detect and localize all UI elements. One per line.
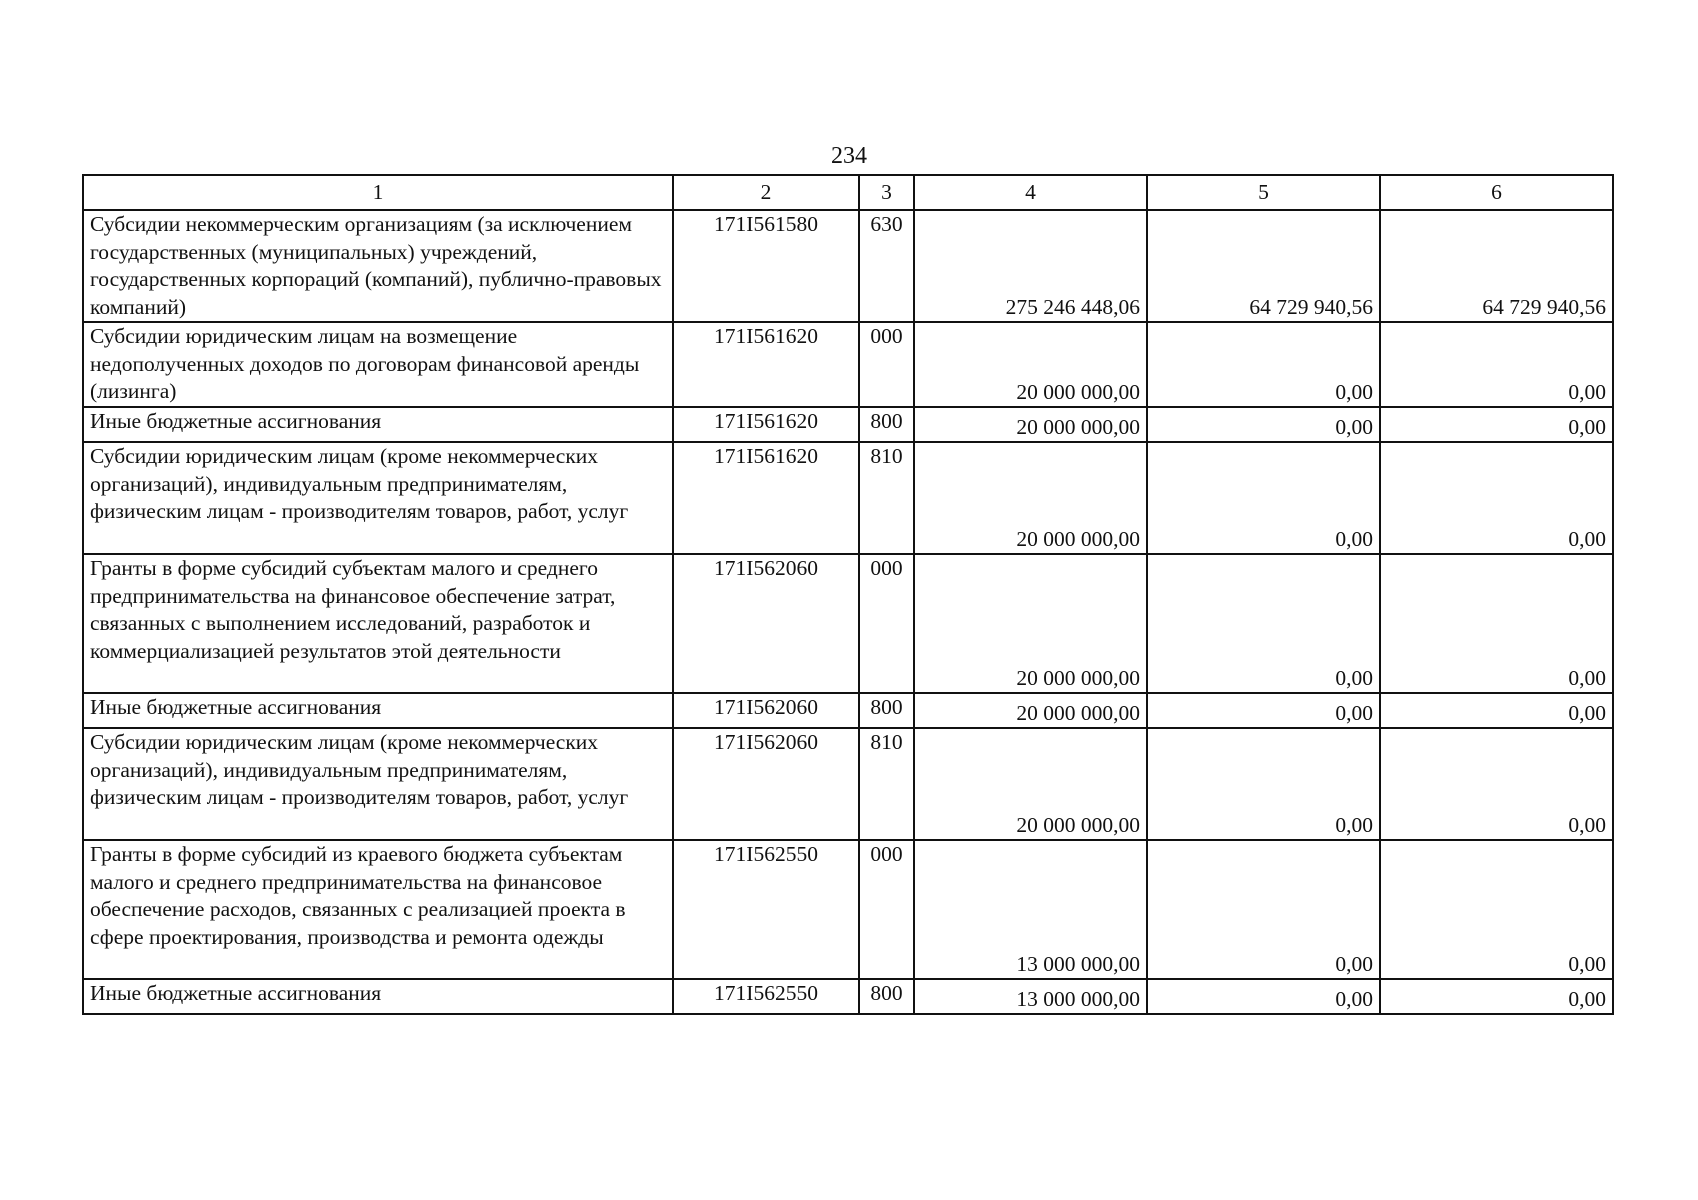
table-row [83, 554, 1613, 693]
header-cell-2: 2 [673, 175, 859, 210]
row-name: Субсидии юридическим лицам на возмещение недополученных доходов по договорам финансовой аренды (лизинга) [83, 322, 673, 407]
row-expense-type: 000 [859, 322, 914, 407]
row-target-code: 171I562550 [673, 979, 859, 1014]
row-name: Иные бюджетные ассигнования [83, 693, 673, 728]
row-target-code: 171I561620 [673, 442, 859, 554]
header-cell-3: 3 [859, 175, 914, 210]
row-target-code: 171I562060 [673, 728, 859, 840]
row-target-code: 171I561620 [673, 407, 859, 442]
row-expense-type: 800 [859, 693, 914, 728]
row-name: Субсидии юридическим лицам (кроме некоммерческих организаций), индивидуальным предпринимателям, физическим лицам - производителям товаров, работ, услуг [83, 442, 673, 554]
row-sum-col5: 0,00 [1147, 979, 1380, 1014]
header-cell-5: 5 [1147, 175, 1380, 210]
row-sum-col5: 0,00 [1147, 442, 1380, 554]
row-expense-type: 810 [859, 728, 914, 840]
row-target-code: 171I562060 [673, 693, 859, 728]
row-sum-col5: 0,00 [1147, 322, 1380, 407]
row-target-code: 171I561580 [673, 210, 859, 322]
row-sum-col5: 0,00 [1147, 407, 1380, 442]
table-header-row [83, 175, 1613, 210]
table-row [83, 979, 1613, 1014]
row-expense-type: 000 [859, 554, 914, 693]
table-row [83, 693, 1613, 728]
table-row [83, 442, 1613, 554]
row-sum-col6: 0,00 [1380, 693, 1613, 728]
row-expense-type: 810 [859, 442, 914, 554]
row-expense-type: 000 [859, 840, 914, 979]
row-sum-col4: 275 246 448,06 [914, 210, 1147, 322]
row-sum-col4: 20 000 000,00 [914, 728, 1147, 840]
table-row [83, 210, 1613, 322]
row-sum-col4: 20 000 000,00 [914, 693, 1147, 728]
row-name: Субсидии юридическим лицам (кроме некоммерческих организаций), индивидуальным предпринимателям, физическим лицам - производителям товаров, работ, услуг [83, 728, 673, 840]
row-name: Иные бюджетные ассигнования [83, 407, 673, 442]
row-sum-col4: 20 000 000,00 [914, 442, 1147, 554]
budget-table [82, 174, 1614, 1015]
header-cell-6: 6 [1380, 175, 1613, 210]
row-target-code: 171I561620 [673, 322, 859, 407]
row-sum-col4: 13 000 000,00 [914, 840, 1147, 979]
row-sum-col6: 0,00 [1380, 840, 1613, 979]
row-sum-col4: 20 000 000,00 [914, 322, 1147, 407]
row-sum-col6: 0,00 [1380, 407, 1613, 442]
row-name: Иные бюджетные ассигнования [83, 979, 673, 1014]
page-number: 234 [831, 143, 867, 169]
table-row [83, 407, 1613, 442]
table-row [83, 322, 1613, 407]
row-target-code: 171I562060 [673, 554, 859, 693]
row-sum-col6: 64 729 940,56 [1380, 210, 1613, 322]
row-expense-type: 800 [859, 407, 914, 442]
row-sum-col6: 0,00 [1380, 728, 1613, 840]
row-sum-col5: 0,00 [1147, 693, 1380, 728]
row-sum-col5: 0,00 [1147, 728, 1380, 840]
row-sum-col6: 0,00 [1380, 979, 1613, 1014]
row-name: Гранты в форме субсидий субъектам малого и среднего предпринимательства на финансовое обеспечение затрат, связанных с выполнением исследований, разработок и коммерциализацией результатов этой деятельности [83, 554, 673, 693]
row-name: Субсидии некоммерческим организациям (за исключением государственных (муниципальных) учреждений, государственных корпораций (компаний), публично-правовых компаний) [83, 210, 673, 322]
table-row [83, 728, 1613, 840]
row-sum-col5: 64 729 940,56 [1147, 210, 1380, 322]
row-sum-col4: 20 000 000,00 [914, 407, 1147, 442]
row-expense-type: 630 [859, 210, 914, 322]
row-sum-col6: 0,00 [1380, 322, 1613, 407]
table-row [83, 840, 1613, 979]
row-sum-col5: 0,00 [1147, 840, 1380, 979]
row-name: Гранты в форме субсидий из краевого бюджета субъектам малого и среднего предпринимательства на финансовое обеспечение расходов, связанных с реализацией проекта в сфере проектирования, производства и ремонта одежды [83, 840, 673, 979]
row-sum-col4: 20 000 000,00 [914, 554, 1147, 693]
row-target-code: 171I562550 [673, 840, 859, 979]
row-sum-col4: 13 000 000,00 [914, 979, 1147, 1014]
header-cell-1: 1 [83, 175, 673, 210]
header-cell-4: 4 [914, 175, 1147, 210]
row-expense-type: 800 [859, 979, 914, 1014]
row-sum-col6: 0,00 [1380, 554, 1613, 693]
row-sum-col6: 0,00 [1380, 442, 1613, 554]
row-sum-col5: 0,00 [1147, 554, 1380, 693]
